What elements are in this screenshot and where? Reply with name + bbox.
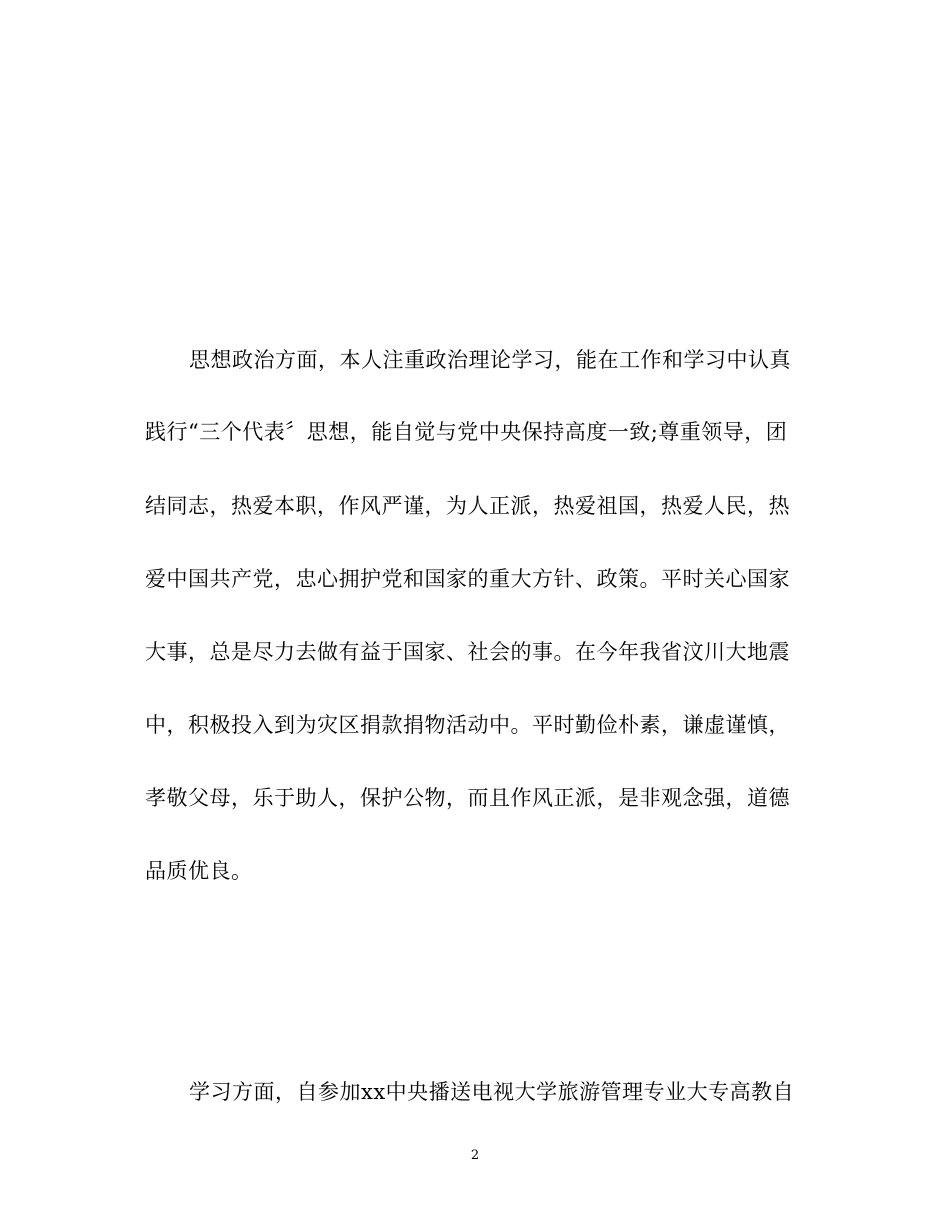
text-line: 品质优良。 xyxy=(145,859,253,883)
text-line: 爱中国共产党，忠心拥护党和国家的重大方针、政策。平时关心国家 xyxy=(145,567,790,591)
text-line: 大事，总是尽力去做有益于国家、社会的事。在今年我省汶川大地震 xyxy=(145,640,790,664)
text-line: 结同志，热爱本职，作风严谨，为人正派，热爱祖国，热爱人民，热 xyxy=(145,494,790,518)
text-line: 学习方面，自参加xx中央播送电视大学旅游管理专业大专高教自 xyxy=(189,1080,795,1104)
text-line: 孝敬父母，乐于助人，保护公物，而且作风正派，是非观念强，道德 xyxy=(145,786,790,810)
text-line: 思想政治方面，本人注重政治理论学习，能在工作和学习中认真 xyxy=(189,348,791,372)
page-number: 2 xyxy=(470,1148,480,1163)
text-line: 中，积极投入到为灾区捐款捐物活动中。平时勤俭朴素，谦虚谨慎， xyxy=(145,713,790,737)
text-line: 践行“三个代表〞思想，能自觉与党中央保持高度一致;尊重领导，团 xyxy=(145,420,788,444)
